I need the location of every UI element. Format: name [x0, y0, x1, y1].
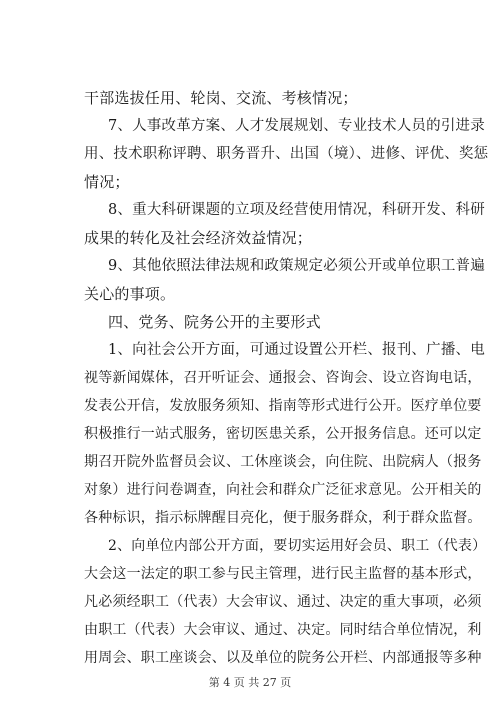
text-line: 发表公开信，发放服务须知、指南等形式进行公开。医疗单位要: [84, 398, 482, 414]
text-line: 8、重大科研课题的立项及经营使用情况，科研开发、科研: [108, 202, 485, 218]
text-line: 7、人事改革方案、人才发展规划、专业技术人员的引进录: [108, 118, 485, 134]
text-line: 2、向单位内部公开方面，要切实运用好会员、职工（代表）: [108, 538, 487, 554]
text-line: 干部选拔任用、轮岗、交流、考核情况；: [84, 89, 358, 107]
text-line: 视等新闻媒体，召开听证会、通报会、咨询会、设立咨询电话，: [84, 370, 482, 386]
text-line: 9、其他依照法律法规和政策规定必须公开或单位职工普遍: [108, 258, 485, 274]
text-line: 期召开院外监督员会议、工休座谈会，向住院、出院病人（报务: [84, 454, 482, 470]
text-line: 由职工（代表）大会审议、通过、决定。同时结合单位情况，利: [84, 622, 482, 638]
text-line: 1、向社会公开方面，可通过设置公开栏、报刊、广播、电: [108, 342, 485, 358]
section-heading: 四、党务、院务公开的主要形式: [108, 313, 321, 331]
text-line: 对象）进行问卷调查，向社会和群众广泛征求意见。公开相关的: [84, 482, 482, 498]
text-line: 大会这一法定的职工参与民主管理，进行民主监督的基本形式，: [84, 566, 482, 582]
text-line: 情况；: [84, 173, 130, 191]
text-line: 关心的事项。: [84, 285, 176, 303]
text-line: 凡必须经职工（代表）大会审议、通过、决定的重大事项，必须: [84, 594, 482, 610]
text-line: 成果的转化及社会经济效益情况；: [84, 229, 313, 247]
text-line: 用、技术职称评聘、职务晋升、出国（境）、进修、评优、奖惩: [84, 146, 489, 162]
page-footer: 第 4 页 共 27 页: [208, 676, 292, 689]
text-line: 各种标识，指示标牌醒目亮化，便于服务群众，利于群众监督。: [84, 510, 482, 526]
text-line: 积极推行一站式服务，密切医患关系，公开报务信息。还可以定: [84, 426, 482, 442]
text-line: 用周会、职工座谈会、以及单位的院务公开栏、内部通报等多种: [84, 650, 482, 666]
